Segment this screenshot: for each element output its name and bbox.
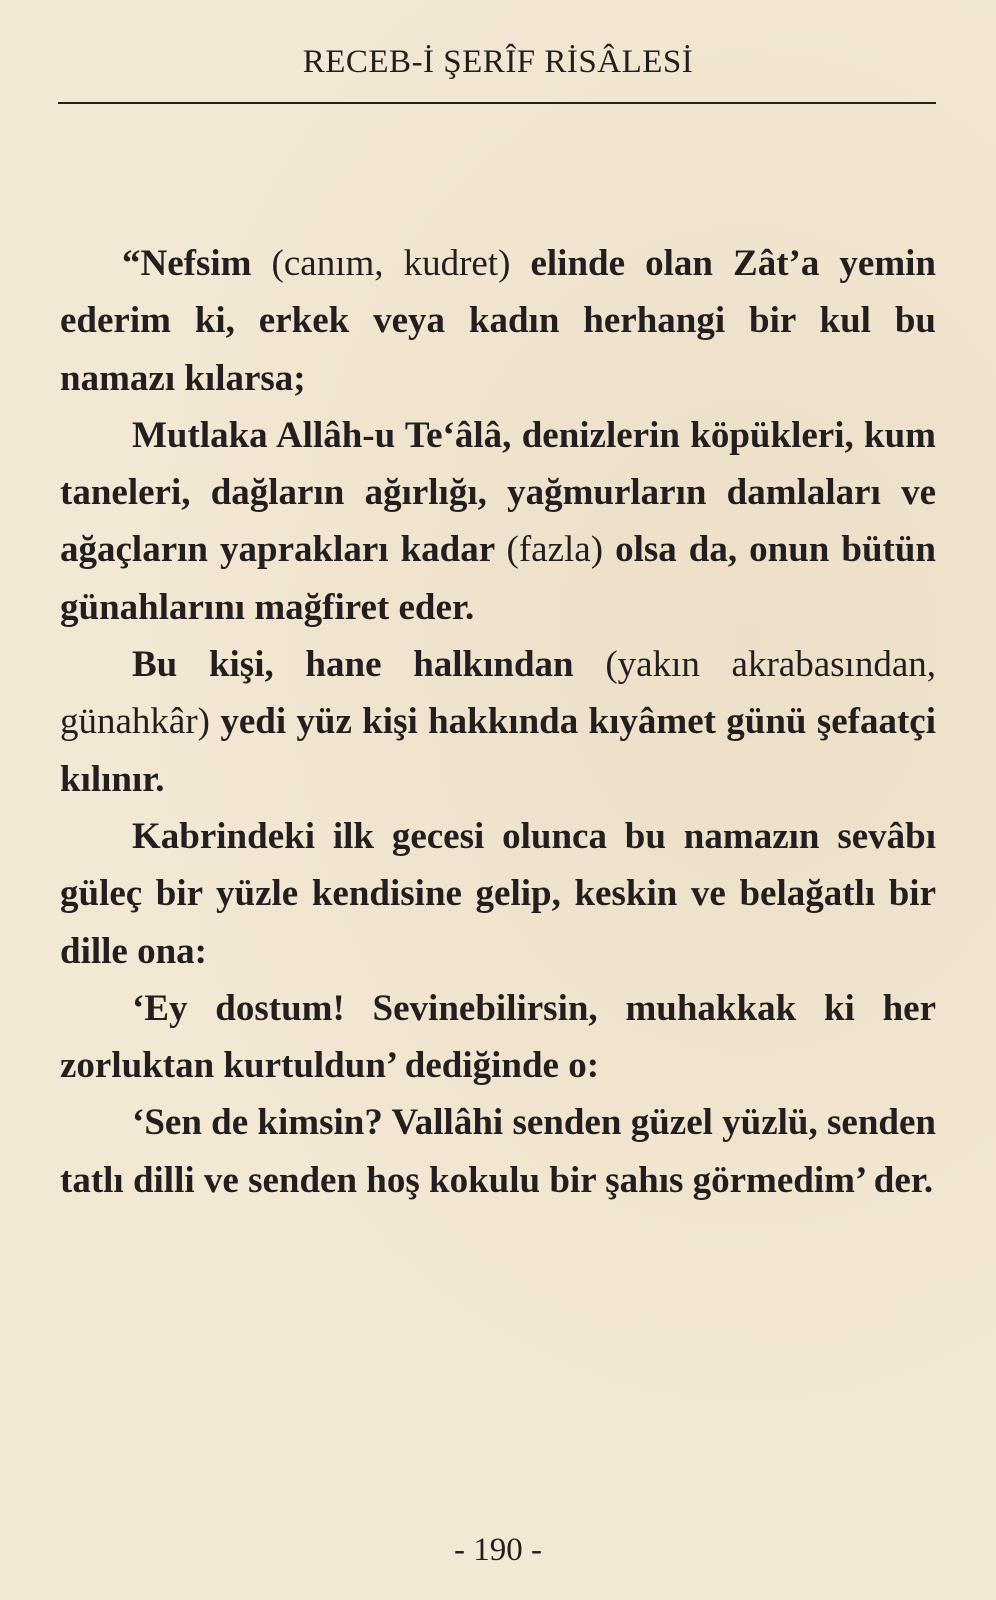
paragraph [60, 636, 936, 808]
page-number: - 190 - [454, 1532, 542, 1568]
text-regular: (yakın akrabasından, günahkâr) [60, 644, 936, 743]
paragraph [60, 235, 936, 407]
text-bold: Bu kişi, hane halkından [132, 644, 606, 686]
text-bold: ‘Ey dostum! Sevinebilirsin, muhakkak ki her zorluktan kurtuldun’ dediğinde o: [60, 987, 936, 1087]
text-bold: ‘Sen de kimsin? Vallâhi senden güzel yüzlü, senden tatlı dilli ve senden hoş kokulu bir şahıs görmedim’ der. [60, 1102, 936, 1201]
running-header: RECEB-İ ŞERÎF RİSÂLESİ [302, 44, 694, 80]
text-bold: Mutlaka Allâh-u Te‘âlâ, denizlerin köpükleri, kum taneleri, dağların ağırlığı, yağmurların damlaları ve ağaçların yaprakları kadar [60, 414, 936, 571]
text-bold: elinde olan Zât’a yemin ederim ki, erkek veya kadın herhangi bir kul bu namazı kılarsa; [60, 243, 937, 399]
paragraph [60, 1094, 936, 1209]
paragraph [60, 980, 936, 1095]
text-regular: (canım, kudret) [271, 243, 511, 284]
text-bold: olsa da, onun bütün günahlarını mağfiret eder. [60, 529, 937, 628]
text-bold: “Nefsim [122, 243, 272, 284]
text-regular: (fazla) [506, 529, 604, 571]
paragraph [60, 407, 936, 636]
header-rule [58, 102, 936, 104]
text-bold: Kabrindeki ilk gecesi olunca bu namazın sevâbı güleç bir yüzle kendisine gelip, keskin ve belağatlı bir dille ona: [60, 815, 936, 972]
text-bold: yedi yüz kişi hakkında kıyâmet günü şefaatçi kılınır. [60, 701, 936, 800]
paragraph [60, 808, 936, 980]
page-body [60, 235, 936, 1209]
